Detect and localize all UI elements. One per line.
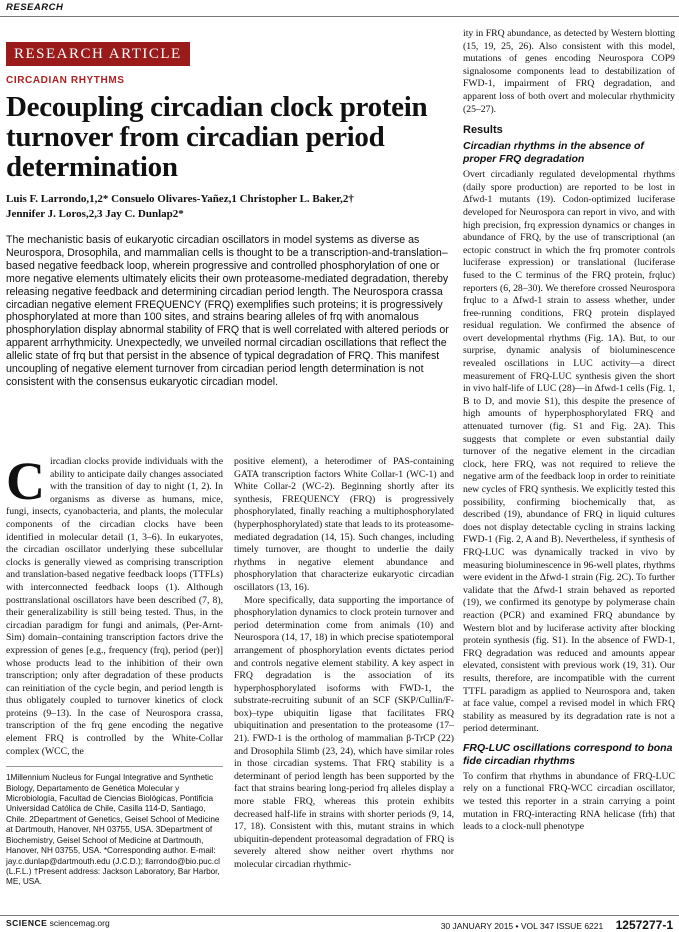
header-rule: [0, 16, 679, 17]
issue-info: 30 JANUARY 2015 • VOL 347 ISSUE 6221: [440, 921, 604, 931]
results-heading: Results: [463, 124, 503, 137]
affiliation-footnotes: 1Millennium Nucleus for Fungal Integrative and Synthetic Biology, Departamento de Genética Molecular y Microbiología, Facultad de Ciencias Biológicas, Pontificia Universidad Católica de Chile, Casilla 114-D, Santiago, Chile. 2Department of Genetics, Geisel School of Medicine at Dartmouth, Hanover, NH 03755, USA. 3Department of Biochemistry, Geisel School of Medicine at Dartmouth, Hanover, NH 03755, USA. *Corresponding author. E-mail: jay.c.dunlap@dartmouth.edu (J.C.D.); llarrondo@bio.puc.cl (L.F.L.) †Present address: Jackson Laboratory, Bar Harbor, ME, USA.: [6, 766, 223, 887]
paragraph: ity in FRQ abundance, as detected by Western blotting (15, 19, 25, 26). Also consistent with this model, mutations of genes encoding Neurospora COP9 signalosome components lead to destabilization of FWD-1, impairment of FRQ degradation, and apparent loss of both overt and molecular rhythmicity (25–27).: [463, 28, 675, 115]
abstract: The mechanistic basis of eukaryotic circadian oscillators in model systems as diverse as Neurospora, Drosophila, and mammalian cells is thought to be a transcription-and-translation–based negative feedback loop, wherein progressive and controlled phosphorylation of one or more negative elements ultimately elicits their own proteasome-mediated degradation, thereby releasing negative feedback and determining circadian period length. The Neurospora crassa circadian negative element FREQUENCY (FRQ) exemplifies such proteins; it is progressively phosphorylated at more than 100 sites, and strains bearing alleles of frq with anomalous phosphorylation display abnormal stability of FRQ that is well correlated with altered periods or apparent arrhythmicity. Unexpectedly, we unveiled normal circadian oscillations that reflect the allelic state of frq but that persist in the absence of typical degradation of FRQ. This manifest uncoupling of negative element turnover from circadian period length determination is not consistent with the consensus eukaryotic circadian model.: [6, 234, 449, 388]
footer-journal: [6, 918, 110, 928]
left-column: [6, 24, 454, 887]
drop-cap: C: [6, 451, 45, 511]
footer-issue: [441, 918, 673, 932]
footer-rule: [0, 915, 679, 916]
subsection-heading: FRQ-LUC oscillations correspond to bona fide circadian rhythms: [463, 741, 673, 767]
paragraph: Overt circadianly regulated developmental rhythms (daily spore production) are reported to be lost in Δfwd-1 mutants (19). Codon-optimized luciferase developed for Neurospora can report in vivo, and with high precision, frq expression dynamics or changes in abundance of FRQ, by the use of transcriptional (an ectopic construct in which the frq promoter controls luciferase expression) or translational (luciferase fused to the C terminus of the FRQ protein, frqluc) reporters (6, 28–30). We therefore crossed Neurospora frqluc to a Δfwd-1 strain to assess whether, under free-running conditions, FRQ protein displayed residual regulation. We confirmed the absence of overt developmental rhythms (Fig. 1A). But, to our surprise, dynamic analysis of bioluminescence revealed oscillations in LUC activity—a direct measurement of FRQ-LUC synthesis given the short in vivo half-life of LUC (28)—in Δfwd-1 cells (Fig. 1, B to D, and movie S1), this despite the presence of high amounts of hyperphosphorylated FRQ and attenuated turnover (fig. S1 and Fig. 2A). This suggests that complete or even substantial daily turnover of the negative element in the circadian clock, here FRQ, was not required to relieve the negative arm of the feedback loop in order to reinitiate new cycles of FRQ synthesis. We explicitly tested this possibility, confirming biochemically that, as described (19), abundance of FRQ in liquid cultures does not display detectable cycling in strains lacking FWD-1 (Fig. 2, A and B). Nevertheless, if synthesis of FRQ-LUC was dynamically tracked in vivo by measuring bioluminescence in 96-well plates, rhythms were evident in the Δfwd-1 strain (Fig. 2C). To further validate that the Δfwd-1 strain behaved as reported (19), we confirmed its genotype by polymerase chain reaction (PCR) and examined FRQ abundance by Western blot and by luciferase activity after blocking protein synthesis (fig. S1). In the absence of FWD-1, FRQ degradation was reduced and amounts appear elevated, consistent with previous work (19, 31). Our results, therefore, are incompatible with the current TTFL paradigm as applied to Neurospora and, taken at face value, compel a revised model in which FRQ stability as measured by its degradation rate is not a period determinant.: [463, 169, 675, 735]
journal-site: sciencemag.org: [49, 918, 110, 928]
body-column-2: [234, 456, 454, 872]
paragraph: positive element), a heterodimer of PAS-containing GATA transcription factors White Collar-1 (WC-1) and White Collar-2 (WC-2). Beginning shortly after its synthesis, FREQUENCY (FRQ) is progressively phosphorylated, finally reaching a multiphosphorylated (hyperphosphorylated) state that leads to its proteasome-mediated degradation (14, 15). Such changes, including timely turnover, are thought to underlie the daily rhythms in negative element abundance and phosphorylation that characterize eukaryotic circadian oscillators (13, 16).: [234, 456, 454, 593]
author-list: [6, 192, 454, 222]
intro-text: ircadian clocks provide individuals with the ability to anticipate daily changes associated with the transition of day to night (1, 2). In organisms as diverse as humans, mice, fungi, insects, cyanobacteria, and plants, the molecular components of the circadian clocks have been identified in molecular detail (1, 3–6). In eukaryotes, the circadian oscillator underlying these subcellular clocks is generally viewed as comprising transcription and translation-based negative feedback loops (TTFLs) with interconnected feedback loops (1). Although posttranslational oscillators have been described (7, 8), their generalizability is still being tested. Thus, in the circadian paradigm for fungi and animals, (Per-Arnt-Sim) domain–containing transcription factors drive the expression of genes [e.g., frequency (frq), period (per)] whose products lead to the inhibition of their own transcription; only after degradation of these products can reinitiation of the cycle begin, and period length is thus obligately coupled to turnover kinetics of clock proteins (9–13). In the case of Neurospora crassa, transcription of the frq gene encoding the negative element FRQ is controlled by the White-Collar complex (WCC, the: [6, 456, 223, 757]
intro-paragraph: [6, 451, 223, 758]
article-title: Decoupling circadian clock protein turnover from circadian period determination: [6, 91, 428, 183]
article-type-banner: RESEARCH ARTICLE: [6, 42, 190, 66]
body-column-1: [6, 451, 223, 888]
paragraph: To confirm that rhythms in abundance of FRQ-LUC rely on a functional FRQ-WCC circadian oscillator, we tested this reporter in a strain carrying a point mutation in FRQ-interacting RNA helicase (frh) that leads to a clock-null phenotype: [463, 770, 675, 833]
paragraph: More specifically, data supporting the importance of phosphorylation dynamics to clock protein turnover and period determination come from animals (10) and Neurospora (14, 17, 18) in which precise spatiotemporal arrangement of phosphorylation events dictates period and controls negative element stability. A key aspect in FRQ degradation is the association of its hyperphosphorylated isoforms with FWD-1, the substrate-recruiting subunit of an SCF (SKP/Cullin/F-box)–type ubiquitin ligase that facilitates FRQ ubiquitination and presentation to the proteasome (17–21). FWD-1 is the ortholog of mammalian β-TrCP (22) and Drosophila Slimb (23, 24), which have similar roles in those circadian systems. That FRQ stability is a determinant of period length has been supported by the fact that strains bearing long-period frq alleles display a more stable FRQ, whereas this protein exhibits decreased half-life in strains with shorter periods (9, 14, 17, 18). Consistent with this, mutant strains in which ubiquitin-dependent proteasomal degradation of FRQ is severely altered show neither overt rhythms nor molecular circadian rhythmic-: [234, 594, 454, 870]
author-line: Jennifer J. Loros,2,3 Jay C. Dunlap2*: [6, 208, 184, 220]
right-column: [463, 28, 675, 834]
section-label: CIRCADIAN RHYTHMS: [6, 75, 125, 86]
journal-name: SCIENCE: [6, 918, 48, 928]
running-header: RESEARCH: [6, 2, 64, 13]
author-line: Luis F. Larrondo,1,2* Consuelo Olivares-Yañez,1 Christopher L. Baker,2†: [6, 193, 354, 205]
subsection-heading: Circadian rhythms in the absence of proper FRQ degradation: [463, 140, 644, 166]
page-number: 1257277-1: [615, 918, 673, 932]
